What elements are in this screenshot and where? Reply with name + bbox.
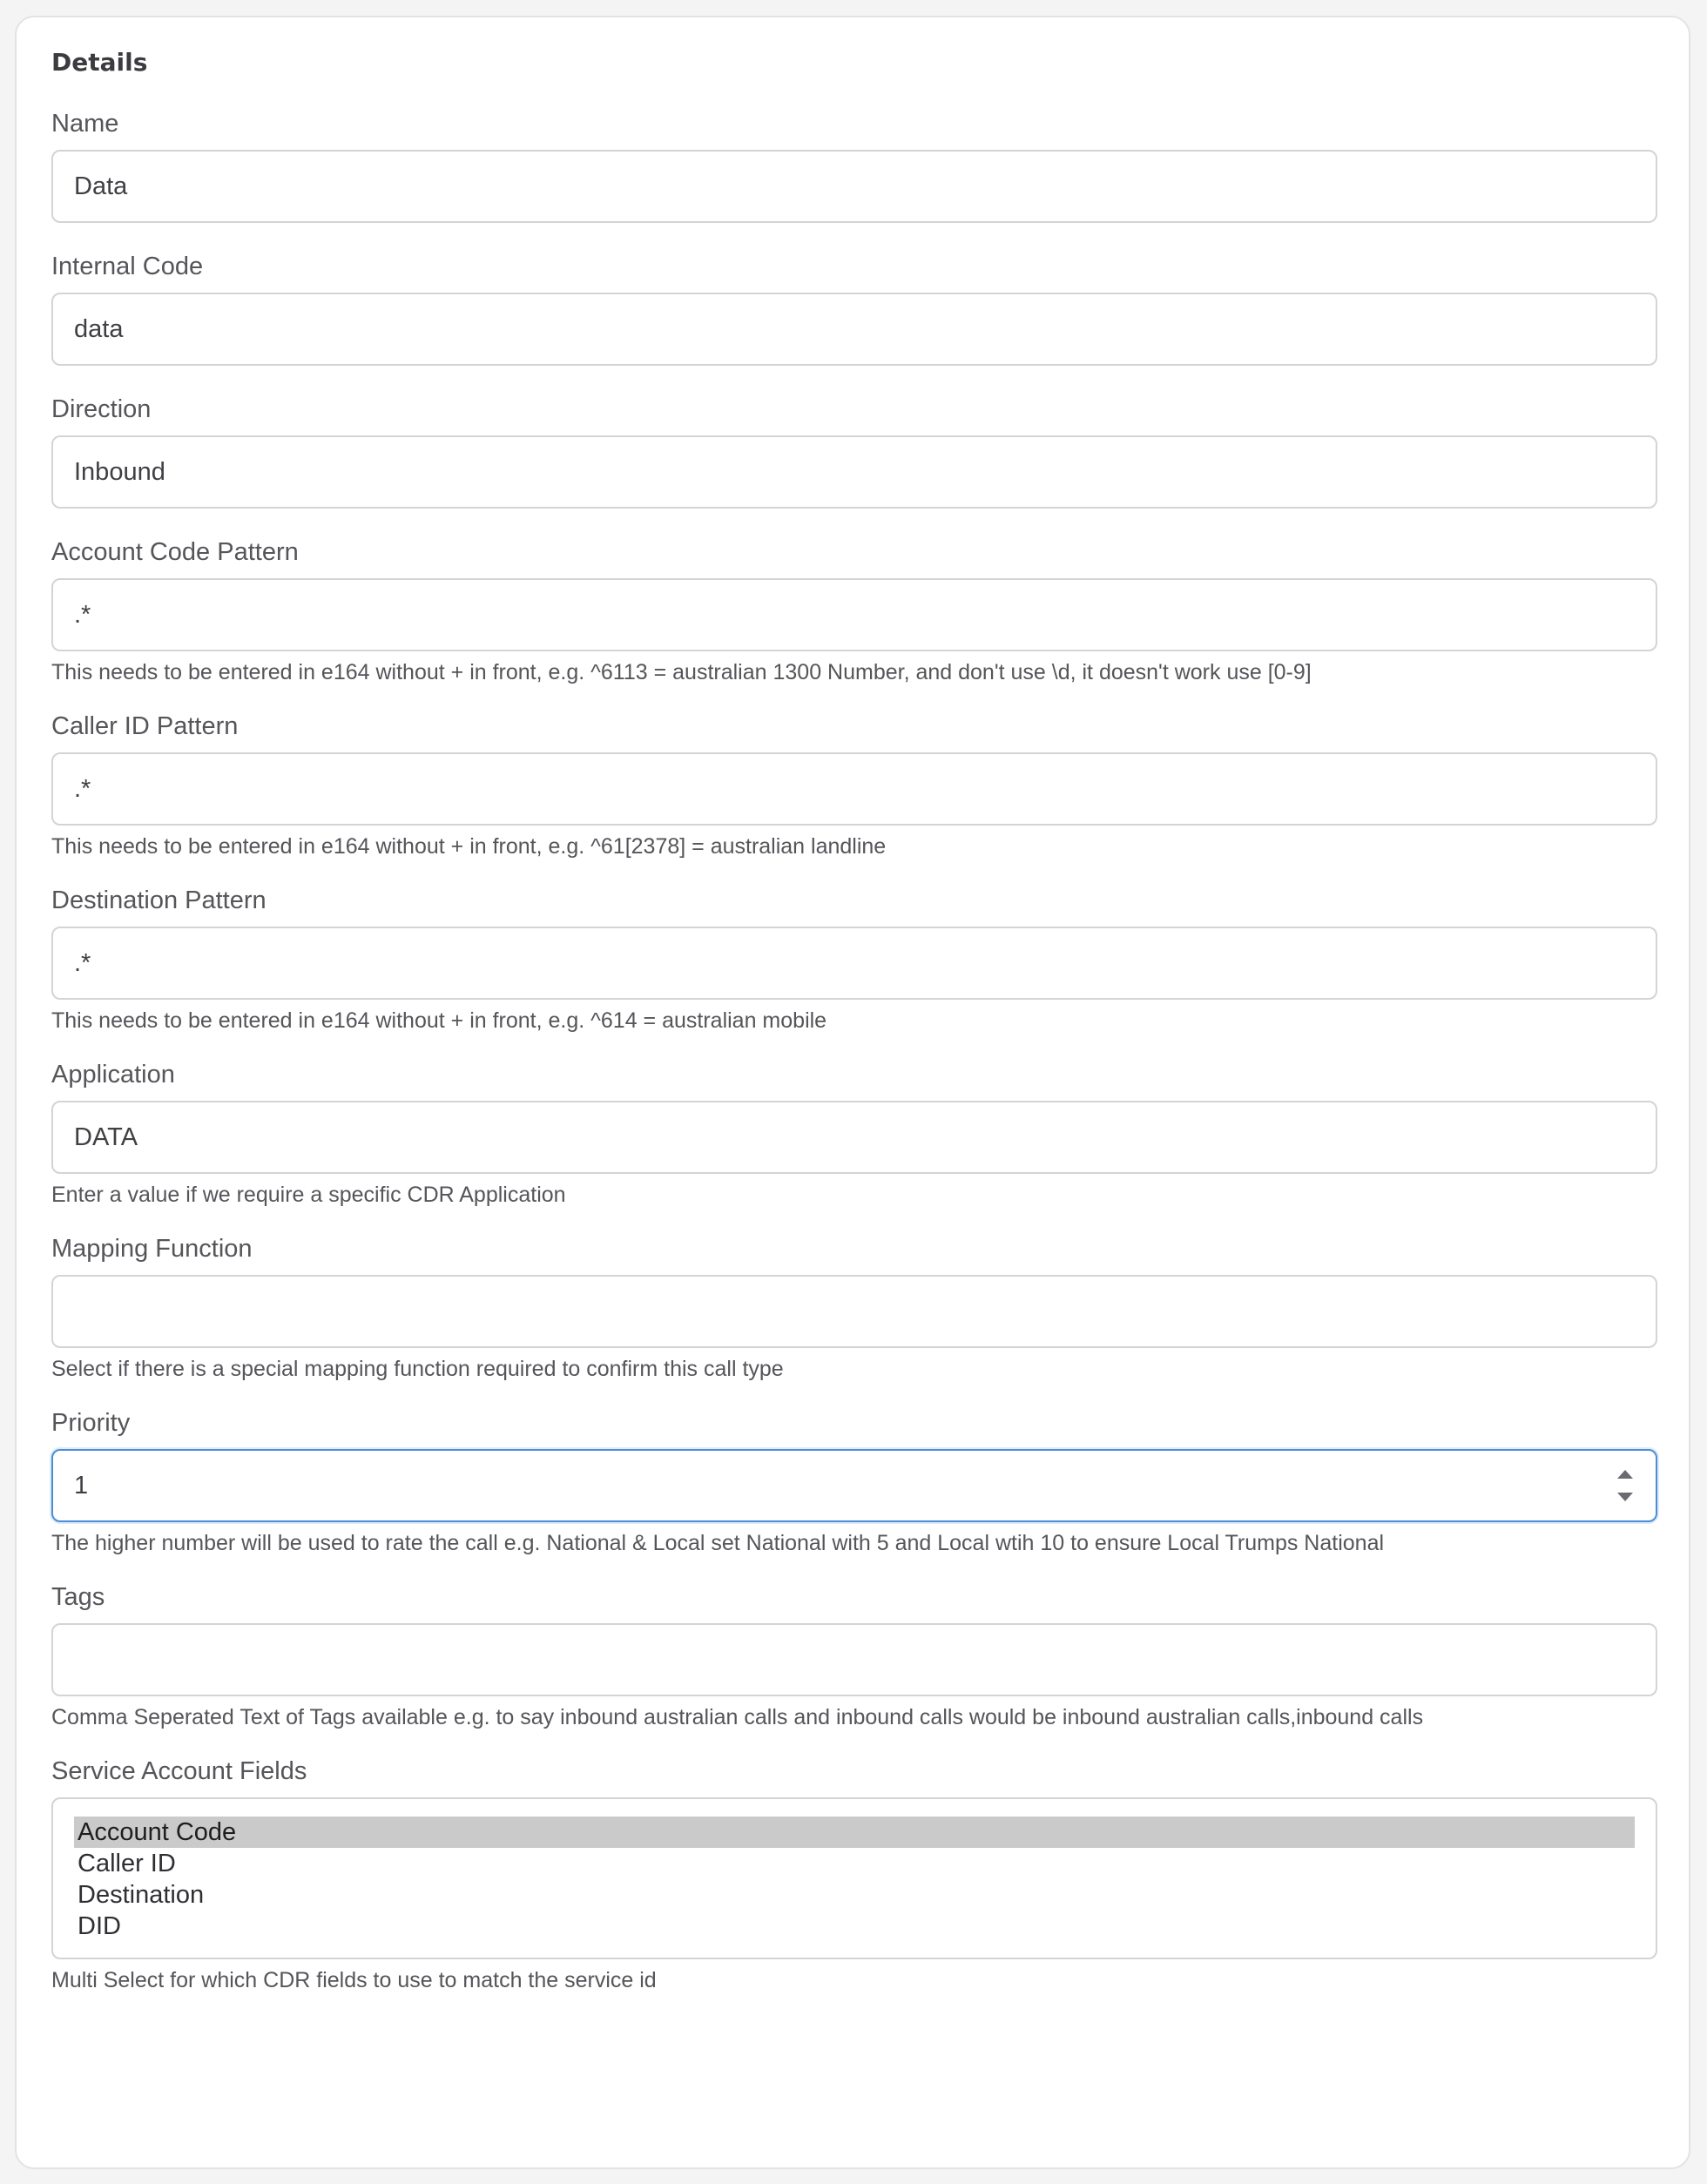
option-did[interactable]: DID	[78, 1912, 121, 1940]
priority-help: The higher number will be used to rate the call e.g. National & Local set National with 5 and Local wtih 10 to ensure Local Trumps National	[51, 1531, 1385, 1555]
direction-input[interactable]	[51, 435, 1657, 509]
caller-id-pattern-label: Caller ID Pattern	[51, 712, 239, 740]
internal-code-field	[51, 249, 1654, 366]
option-caller-id[interactable]: Caller ID	[78, 1850, 176, 1877]
internal-code-input[interactable]	[51, 293, 1657, 366]
priority-label: Priority	[51, 1409, 131, 1437]
destination-pattern-help: This needs to be entered in e164 without + in front, e.g. ^614 = australian mobile	[51, 1008, 827, 1033]
mapping-function-input[interactable]	[51, 1275, 1657, 1348]
service-account-fields-label: Service Account Fields	[51, 1757, 307, 1785]
priority-input[interactable]	[51, 1449, 1657, 1522]
application-help: Enter a value if we require a specific CDR Application	[51, 1183, 566, 1207]
destination-pattern-field	[51, 883, 1654, 1036]
caller-id-pattern-help: This needs to be entered in e164 without + in front, e.g. ^61[2378] = australian landline	[51, 834, 887, 859]
account-code-pattern-label: Account Code Pattern	[51, 538, 299, 566]
service-account-fields-help: Multi Select for which CDR fields to use to match the service id	[51, 1968, 657, 1992]
name-label: Name	[51, 110, 119, 138]
account-code-pattern-help: This needs to be entered in e164 without + in front, e.g. ^6113 = australian 1300 Number, and don't use \d, it doesn't work use [0-9]	[51, 660, 1312, 684]
caller-id-pattern-field	[51, 709, 1654, 862]
tags-help: Comma Seperated Text of Tags available e.g. to say inbound australian calls and inbound calls would be inbound australian calls,inbound calls	[51, 1705, 1424, 1729]
name-field	[51, 106, 1654, 223]
direction-field	[51, 392, 1654, 509]
destination-pattern-input[interactable]	[51, 927, 1657, 1000]
application-input[interactable]	[51, 1101, 1657, 1174]
priority-stepper[interactable]	[1616, 1468, 1635, 1503]
priority-input-wrapper	[51, 1449, 1657, 1522]
application-label: Application	[51, 1061, 175, 1089]
chevron-up-icon[interactable]	[1617, 1470, 1633, 1479]
tags-input[interactable]	[51, 1623, 1657, 1696]
caller-id-pattern-input[interactable]	[51, 752, 1657, 826]
details-card	[15, 16, 1690, 2169]
account-code-pattern-input[interactable]	[51, 578, 1657, 651]
internal-code-label: Internal Code	[51, 253, 204, 280]
priority-field	[51, 1405, 1654, 1559]
card-title: Details	[51, 48, 148, 77]
option-destination[interactable]: Destination	[78, 1881, 205, 1909]
tags-field	[51, 1580, 1654, 1733]
direction-label: Direction	[51, 395, 152, 423]
mapping-function-help: Select if there is a special mapping function required to confirm this call type	[51, 1357, 784, 1381]
service-account-fields-multiselect[interactable]	[51, 1797, 1657, 1959]
option-account-code[interactable]: Account Code	[74, 1817, 1635, 1848]
account-code-pattern-field	[51, 535, 1654, 688]
mapping-function-label: Mapping Function	[51, 1235, 253, 1263]
tags-label: Tags	[51, 1583, 105, 1611]
chevron-down-icon[interactable]	[1617, 1493, 1633, 1501]
application-field	[51, 1057, 1654, 1210]
destination-pattern-label: Destination Pattern	[51, 886, 267, 914]
service-account-fields-field	[51, 1754, 1654, 1996]
mapping-function-field	[51, 1231, 1654, 1385]
name-input[interactable]	[51, 150, 1657, 223]
